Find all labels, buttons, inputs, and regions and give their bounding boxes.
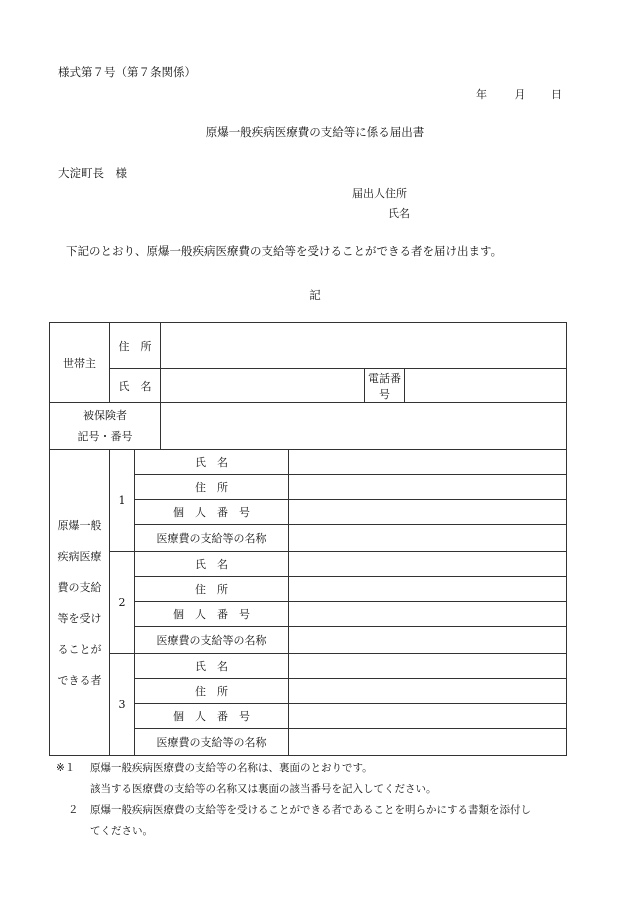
main-form-table	[49, 322, 567, 756]
entry-personal-number-label: 個 人 番 号	[135, 500, 289, 525]
insured-label-line2: 記号・番号	[77, 430, 133, 443]
note-text: 原爆一般疾病医療費の支給等を受けることができる者であることを明らかにする書類を添付し	[90, 804, 531, 816]
date-day-label: 日	[551, 88, 562, 101]
entry-benefit-name-label: 医療費の支給等の名称	[135, 525, 289, 552]
phone-field[interactable]	[405, 369, 567, 403]
entry-name-label: 氏 名	[135, 552, 289, 577]
insured-label-line1: 被保険者	[83, 409, 127, 422]
phone-label: 電話番号	[365, 369, 405, 403]
household-head-label: 世帯主	[50, 323, 110, 403]
entry-benefit-name-field[interactable]	[289, 627, 567, 654]
note-item	[56, 821, 576, 842]
entry-number: 3	[110, 654, 135, 756]
household-address-label: 住 所	[110, 323, 161, 369]
note-text: てください。	[90, 825, 153, 837]
household-name-label: 氏 名	[110, 369, 161, 403]
entry-personal-number-field[interactable]	[289, 704, 567, 729]
date-year-label: 年	[476, 88, 487, 101]
eligible-person-label	[50, 450, 110, 756]
household-address-field[interactable]	[161, 323, 567, 369]
entry-address-label: 住 所	[135, 577, 289, 602]
entry-name-label: 氏 名	[135, 654, 289, 679]
note-mark: ※１	[56, 762, 76, 774]
entry-personal-number-label: 個 人 番 号	[135, 602, 289, 627]
form-number: 様式第７号（第７条関係）	[58, 65, 196, 79]
eligible-label-line: できる者	[57, 673, 102, 687]
insured-label	[50, 403, 161, 450]
entry-address-field[interactable]	[289, 679, 567, 704]
eligible-label-line: 原爆一般	[57, 518, 102, 532]
entry-benefit-name-label: 医療費の支給等の名称	[135, 627, 289, 654]
eligible-label-line: 等を受け	[57, 611, 102, 625]
applicant-address-label: 届出人住所	[352, 187, 407, 200]
entry-name-label: 氏 名	[135, 450, 289, 475]
insured-number-field[interactable]	[161, 403, 567, 450]
entry-number: 2	[110, 552, 135, 654]
eligible-label-line: ることが	[57, 642, 102, 656]
note-item	[56, 800, 576, 821]
ki-label: 記	[309, 288, 321, 302]
entry-name-field[interactable]	[289, 654, 567, 679]
entry-address-field[interactable]	[289, 577, 567, 602]
document-title: 原爆一般疾病医療費の支給等に係る届出書	[205, 125, 425, 139]
entry-address-field[interactable]	[289, 475, 567, 500]
entry-name-field[interactable]	[289, 552, 567, 577]
note-item	[56, 758, 576, 779]
eligible-label-line: 費の支給	[57, 580, 102, 594]
household-name-field[interactable]	[161, 369, 365, 403]
eligible-label-line: 疾病医療	[57, 549, 102, 563]
entry-personal-number-field[interactable]	[289, 500, 567, 525]
entry-address-label: 住 所	[135, 679, 289, 704]
entry-address-label: 住 所	[135, 475, 289, 500]
applicant-name-label: 氏名	[388, 207, 410, 220]
note-text: 該当する医療費の支給等の名称又は裏面の該当番号を記入してください。	[90, 783, 437, 795]
intro-text: 下記のとおり、原爆一般疾病医療費の支給等を受けることができる者を届け出ます。	[66, 244, 503, 258]
notes	[56, 758, 576, 842]
entry-benefit-name-label: 医療費の支給等の名称	[135, 729, 289, 756]
entry-number: 1	[110, 450, 135, 552]
date-month-label: 月	[514, 88, 526, 101]
date-line	[476, 86, 562, 102]
note-item	[56, 779, 576, 800]
entry-benefit-name-field[interactable]	[289, 525, 567, 552]
note-text: 原爆一般疾病医療費の支給等の名称は、裏面のとおりです。	[90, 762, 373, 774]
addressee: 大淀町長 様	[58, 166, 127, 180]
entry-personal-number-field[interactable]	[289, 602, 567, 627]
entry-personal-number-label: 個 人 番 号	[135, 704, 289, 729]
entry-name-field[interactable]	[289, 450, 567, 475]
note-mark: ２	[68, 804, 79, 816]
entry-benefit-name-field[interactable]	[289, 729, 567, 756]
